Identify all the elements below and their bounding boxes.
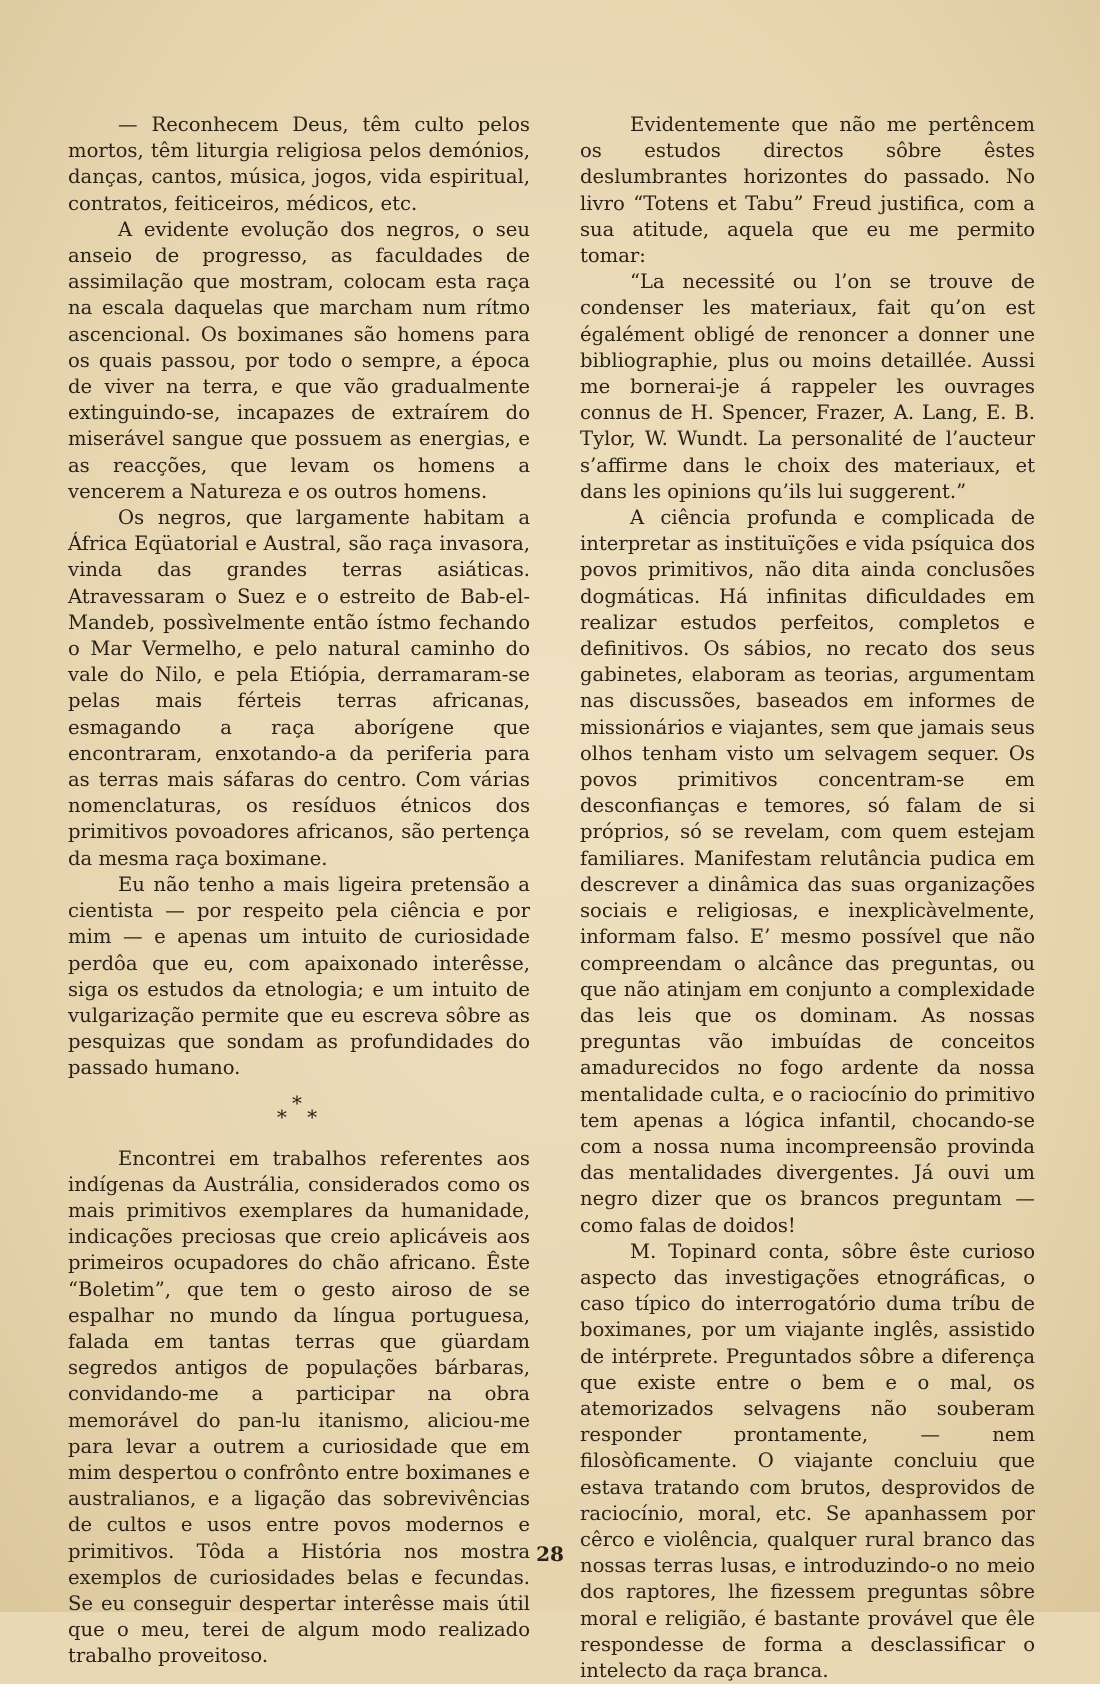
section-separator — [68, 1090, 530, 1129]
paragraph: Encontrei em trabalhos referentes aos indígenas da Austrália, considerados como os mais primitivos exemplares da humanidade, indicações preciosas que creio aplicáveis aos primeiros ocupadores do chão africano. Êste “Boletim”, que tem o gesto airoso de se espalhar no mundo da língua portuguesa, falada em tantas terras que güardam segredos antigos de populações bárbaras, convidando-me a participar na obra memorável do pan-lu itanismo, aliciou-me para levar a outrem a curiosidade que em mim despertou o confrônto entre boximanes e australianos, e a ligação das sobrevivências de cultos e usos entre povos modernos e primitivos. Tôda a História nos mostra exemplos de curiosidades belas e fecundas. Se eu conseguir despertar interêsse mais útil que o meu, terei de algum modo realizado trabalho proveitoso. — [68, 1146, 530, 1668]
paragraph: Eu não tenho a mais ligeira pretensão a cientista — por respeito pela ciência e por mim — e apenas um intuito de curiosidade perdôa que eu, com apaixonado interêsse, siga os estudos da etnologia; e um intuito de vulgarização permite que eu escreva sôbre as pesquizas que sondam as profundidades do passado humano. — [68, 872, 530, 1080]
paragraph: Os negros, que largamente habitam a África Eqüatorial e Austral, são raça invasora, vinda das grandes terras asiáticas. Atravessaram o Suez e o estreito de Bab-el-Mandeb, possìvelmente então ístmo fechando o Mar Vermelho, e pelo natural caminho do vale do Nilo, e pela Etiópia, derramaram-se pelas mais férteis terras africanas, esmagando a raça aborígene que encontraram, enxotando-a da periferia para as terras mais sáfaras do centro. Com várias nomenclaturas, os resíduos étnicos dos primitivos povoadores africanos, são pertença da mesma raça boximane. — [68, 506, 530, 870]
left-text-column — [68, 112, 530, 1670]
page-number: 28 — [536, 1542, 564, 1566]
separator-star-pair — [68, 1104, 530, 1129]
separator-star: * — [276, 1104, 291, 1129]
paragraph: A evidente evolução dos negros, o seu anseio de progresso, as faculdades de assimilação que mostram, colocam esta raça na escala daquelas que marcham num rítmo ascencional. Os boximanes são homens para os quais passou, por todo o sempre, a época de viver na terra, e que vão gradualmente extinguindo-se, incapazes de extraírem do miserável sangue que possuem as energias, e as reacções, que levam os homens a vencerem a Natureza e os outros homens. — [68, 217, 530, 503]
paragraph: — Reconhecem Deus, têm culto pelos mortos, têm liturgia religiosa pelos demónios, danças, cantos, música, jogos, vida espiritual, contratos, feiticeiros, médicos, etc. — [68, 113, 530, 215]
paragraph: Evidentemente que não me pertêncem os estudos directos sôbre êstes deslumbrantes horizontes do passado. No livro “Totens et Tabu” Freud justifica, com a sua atitude, aquela que eu me permito tomar: — [580, 113, 1035, 268]
separator-star: * — [292, 1090, 306, 1115]
paragraph: M. Topinard conta, sôbre êste curioso aspecto das investigações etnográficas, o caso típico do interrogatório duma tríbu de boximanes, por um viajante inglês, assistido de intérprete. Preguntados sôbre a diferença que existe entre o bem e o mal, os atemorizados selvagens não souberam responder prontamente, — nem filosòficamente. O viajante concluiu que estava tratando com brutos, desprovidos de raciocínio, moral, etc. Se apanhassem por cêrco e violência, qualquer rural branco das nossas terras lusas, e introduzindo-o no meio dos raptores, lhe fizessem preguntas sôbre moral e religião, é bastante provável que êle respondesse de forma a desclassificar o intelecto da raça branca. — [580, 1239, 1035, 1682]
separator-star: * — [307, 1104, 322, 1129]
paragraph: A ciência profunda e complicada de interpretar as instituïções e vida psíquica dos povos primitivos, não dita ainda conclusões dogmáticas. Há infinitas dificuldades em realizar estudos perfeitos, completos e definitivos. Os sábios, no recato dos seus gabinetes, elaboram as teorias, argumentam nas discussões, baseados em informes de missionários e viajantes, sem que jamais seus olhos tenham visto um selvagem sequer. Os povos primitivos concentram-se em desconfianças e temores, só falam de si próprios, só se revelam, com quem estejam familiares. Manifestam relutância pudica em descrever a dinâmica das suas organizações sociais e religiosas, e inexplicàvelmente, informam falso. E’ mesmo possível que não compreendam o alcânce das preguntas, ou que não atinjam em conjunto a complexidade das leis que os dominam. As nossas preguntas vão imbuídas de conceitos amadurecidos no fogo ardente da nossa mentalidade culta, e o raciocínio do primitivo tem apenas a lógica infantil, chocando-se com a nossa numa incompreensão provinda das mentalidades divergentes. Já ouvi um negro dizer que os brancos preguntam — como falas de doidos! — [580, 506, 1035, 1237]
quotation-paragraph: “La necessité ou l’on se trouve de condenser les materiaux, fait qu’on est égalément obligé de renoncer a donner une bibliographie, plus ou moins detaillée. Aussi me bornerai-je á rappeler les ouvrages connus de H. Spencer, Frazer, A. Lang, E. B. Tylor, W. Wundt. La personalité de l’aucteur s’affirme dans le choix des materiaux, et dans les opinions qu’ils lui suggerent.” — [580, 270, 1035, 503]
right-text-column — [580, 112, 1035, 1684]
